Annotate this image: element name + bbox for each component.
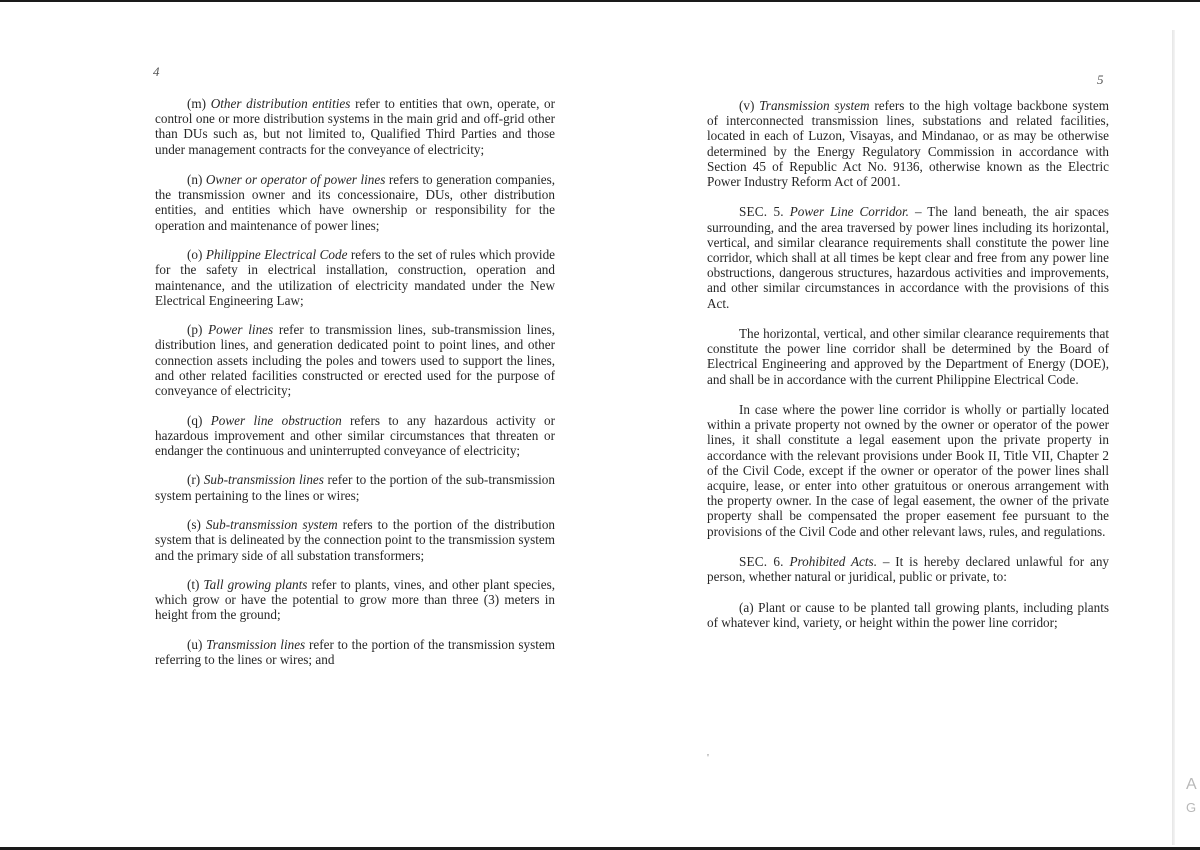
item-text: Plant or cause to be planted tall growing plants, including plants of whatever kind, variety, or height within the power line corridor; <box>707 599 1110 630</box>
page-edge-shadow <box>1172 30 1175 845</box>
item-label: (p) <box>187 322 203 338</box>
right-page-column <box>707 98 1109 645</box>
item-label: (r) <box>187 472 201 488</box>
item-label: (o) <box>187 247 203 263</box>
definition-text: refers to any hazardous activity or hazardous improvement and other similar circumstances that threaten or endanger the continuous and uninterrupted conveyance of electricity; <box>155 412 556 458</box>
item-label: (s) <box>187 517 201 533</box>
prohibited-act-a <box>707 600 1109 630</box>
item-label: (a) <box>739 599 754 615</box>
defined-term: Tall growing plants <box>203 577 308 593</box>
section-5 <box>707 204 1109 310</box>
cut-off-text-line1: A <box>1186 776 1197 793</box>
scan-mark: ' <box>707 752 709 764</box>
item-label: (q) <box>187 412 203 428</box>
defined-term: Transmission system <box>759 98 870 113</box>
paragraph-easement: In case where the power line corridor is wholly or partially located within a private property not owned by the owner or operator of the power lines, it shall constitute a legal easement upon the private property in accordance with the relevant provisions under Book II, Title VII, Chapter 2 of the Civil Code, except if the owner or operator of the power lines shall acquire, lease, or enter into other gratuitous or onerous arrangement with the property owner. In the case of legal easement, the owner of the private property shall be compensated the proper easement fee pursuant to the provisions of the Civil Code and other relevant laws, rules, and regulations. <box>707 402 1109 539</box>
definition-t <box>155 577 555 623</box>
section-text: The land beneath, the air spaces surrounding, and the area traversed by power lines including its horizontal, vertical, and similar clearance requirements shall constitute the power line corridor, which shall at all times be kept clear and free from any power line obstructions, dangerous structures, hazardous activities and improvements, and other similar circumstances in accordance with the provisions of this Act. <box>707 204 1110 311</box>
definition-m <box>155 96 555 157</box>
section-6 <box>707 554 1109 584</box>
section-title: Power Line Corridor. <box>789 204 909 220</box>
section-label: SEC. 5. <box>739 204 784 220</box>
definition-text: refer to the portion of the sub-transmission system pertaining to the lines or wires; <box>155 472 555 503</box>
section-text: It is hereby declared unlawful for any person, whether natural or juridical, public or private, to: <box>707 554 1110 585</box>
item-label: (t) <box>187 577 200 593</box>
definition-text: refer to plants, vines, and other plant species, which grow or have the potential to grow more than three (3) meters in height from the ground; <box>155 577 556 623</box>
defined-term: Sub-transmission lines <box>203 472 324 488</box>
definition-p <box>155 322 555 398</box>
definition-v <box>707 98 1109 189</box>
defined-term: Sub-transmission system <box>205 517 338 533</box>
definition-text: refer to transmission lines, sub-transmission lines, distribution lines, and generation dedicated point to point lines, and other connection assets including the poles and towers used to support the lines, and other related facilities constructed or erected used for the purpose of conveyance of electricity; <box>155 322 556 399</box>
section-label: SEC. 6. <box>739 554 784 570</box>
definition-text: refers to the set of rules which provide for the safety in electrical installation, construction, operation and maintenance, and the utilization of electricity mandated under the New Electrical Engineering Law; <box>155 247 556 308</box>
defined-term: Philippine Electrical Code <box>205 247 348 263</box>
item-label: (n) <box>187 172 203 187</box>
definition-n <box>155 172 555 233</box>
definition-text: refers to the portion of the distribution system that is delineated by the connection point to the transmission system and the primary side of all substation transformers; <box>155 517 556 563</box>
definition-text: refer to the portion of the transmission system referring to the lines or wires; and <box>155 636 556 668</box>
item-label: (v) <box>739 98 755 113</box>
definition-text: refer to entities that own, operate, or control one or more distribution systems in the main grid and off-grid other than DUs such as, but not limited to, Qualified Third Parties and those under management contracts for the conveyance of electricity; <box>155 96 556 157</box>
definition-o <box>155 247 555 308</box>
item-label: (u) <box>187 636 203 652</box>
defined-term: Transmission lines <box>206 636 306 652</box>
defined-term: Owner or operator of power lines <box>205 172 386 187</box>
cut-off-text-line2: G <box>1186 800 1197 815</box>
top-border <box>0 0 1200 2</box>
paragraph-clearance: The horizontal, vertical, and other similar clearance requirements that constitute the power line corridor shall be determined by the Board of Electrical Engineering and approved by the Department of Energy (DOE), and shall be in accordance with the current Philippine Electrical Code. <box>707 326 1109 387</box>
left-page-column <box>155 96 555 682</box>
defined-term: Other distribution entities <box>210 96 351 111</box>
section-dash: – <box>882 554 890 570</box>
definition-u <box>155 637 555 667</box>
definition-r <box>155 472 555 502</box>
page-number-right: 5 <box>1097 72 1104 87</box>
definition-s <box>155 517 555 563</box>
definition-text: refers to the high voltage backbone system of interconnected transmission lines, substations and related facilities, located in each of Luzon, Visayas, and Mindanao, or as may be otherwise determined by the Energy Regulatory Commission in accordance with Section 45 of Republic Act No. 9136, otherwise known as the Electric Power Industry Reform Act of 2001. <box>707 98 1109 190</box>
defined-term: Power lines <box>208 322 274 338</box>
defined-term: Power line obstruction <box>210 412 342 428</box>
definition-q <box>155 413 555 459</box>
item-label: (m) <box>187 96 207 111</box>
page-number-left: 4 <box>153 64 160 79</box>
definition-text: refers to generation companies, the transmission owner and its concessionaire, DUs, other distribution entities, and entities which have ownership or responsibility for the operation and maintenance of power lines; <box>155 172 556 233</box>
section-dash: – <box>914 204 922 220</box>
section-title: Prohibited Acts. <box>789 554 877 570</box>
